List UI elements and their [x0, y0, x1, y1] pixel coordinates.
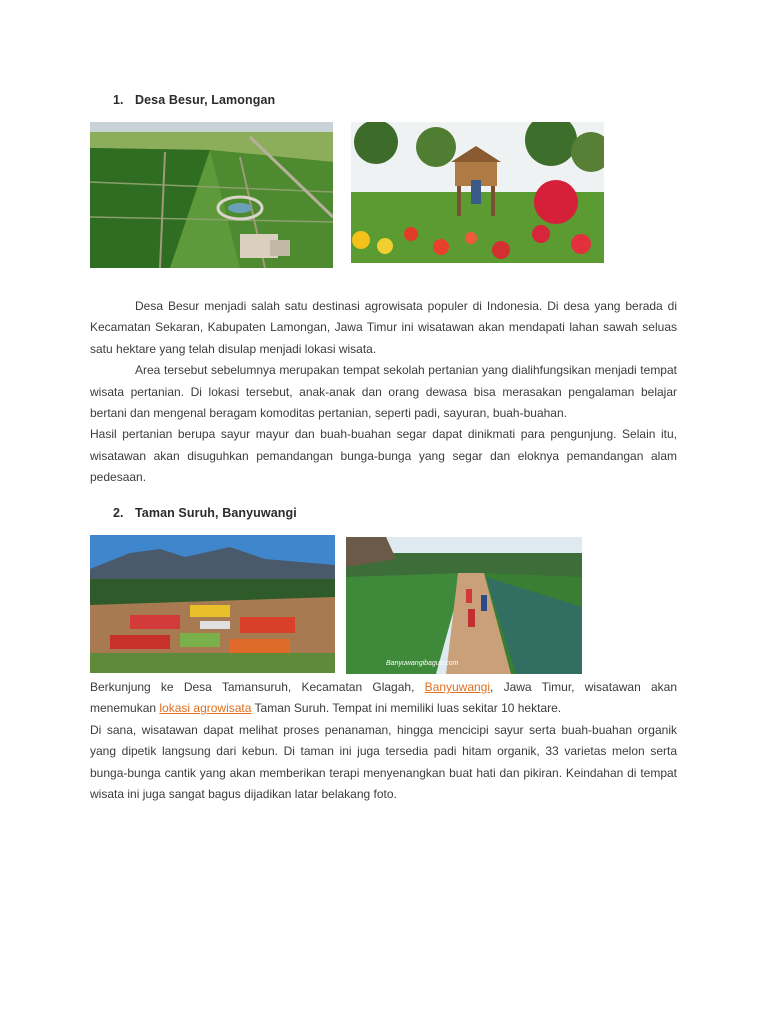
- paragraph: [90, 677, 677, 720]
- text-run: Berkunjung ke Desa Tamansuruh, Kecamatan Glagah,: [90, 680, 425, 694]
- section-number-2: 2.: [113, 506, 124, 520]
- section-number-1: 1.: [113, 93, 124, 107]
- section-heading-2: [113, 506, 297, 520]
- section-2-body: [90, 677, 677, 805]
- paragraph: Hasil pertanian berupa sayur mayur dan buah-buahan segar dapat dinikmati para pengunjung. Selain itu, wisatawan akan disuguhkan pemandangan bunga-bunga yang segar dan eloknya pemandangan alam pedesaan.: [90, 427, 677, 485]
- text-run: Taman Suruh. Tempat ini memiliki luas sekitar 10 hektare.: [251, 701, 562, 716]
- text-run: , Jawa Timur, wisatawan akan menemukan: [90, 680, 677, 716]
- vegetable-garden-path-image: [346, 537, 582, 674]
- section-heading-1: [113, 93, 275, 107]
- paragraph: Desa Besur menjadi salah satu destinasi agrowisata populer di Indonesia. Di desa yang berada di Kecamatan Sekaran, Kabupaten Lamongan, Jawa Timur ini wisatawan akan mendapati lahan sawah seluas satu hektare yang telah disulap menjadi lokasi wisata.: [90, 299, 677, 356]
- flower-garden-gazebo-image: [351, 122, 604, 263]
- mountain-garden-aerial-image: [90, 535, 335, 673]
- section-title-2: Taman Suruh, Banyuwangi: [135, 506, 297, 520]
- link-banyuwangi[interactable]: Banyuwangi: [424, 680, 491, 694]
- paragraph: Area tersebut sebelumnya merupakan tempat sekolah pertanian yang dialihfungsikan menjadi tempat wisata pertanian. Di lokasi tersebut, anak-anak dan orang dewasa bisa merasakan pengalaman belajar bertani dan mengenal beragam komoditas pertanian, seperti padi, sayuran, buah-buahan.: [90, 363, 677, 421]
- paragraph: Di sana, wisatawan dapat melihat proses penanaman, hingga mencicipi sayur serta buah-buahan organik yang dipetik langsung dari kebun. Di taman ini juga tersedia padi hitam organik, 33 varietas melon serta bunga-bunga cantik yang akan memberikan terapi menyenangkan buat hati dan pikiran. Keindahan di tempat wisata ini juga sangat bagus dijadikan latar belakang foto.: [90, 722, 677, 802]
- section-title-1: Desa Besur, Lamongan: [135, 93, 276, 107]
- rice-field-aerial-image: [90, 122, 333, 268]
- photo-watermark: Banyuwangibagus.com: [386, 660, 459, 667]
- section-1-body: [90, 296, 677, 489]
- link-lokasi-agrowisata[interactable]: lokasi agrowisata: [159, 701, 252, 716]
